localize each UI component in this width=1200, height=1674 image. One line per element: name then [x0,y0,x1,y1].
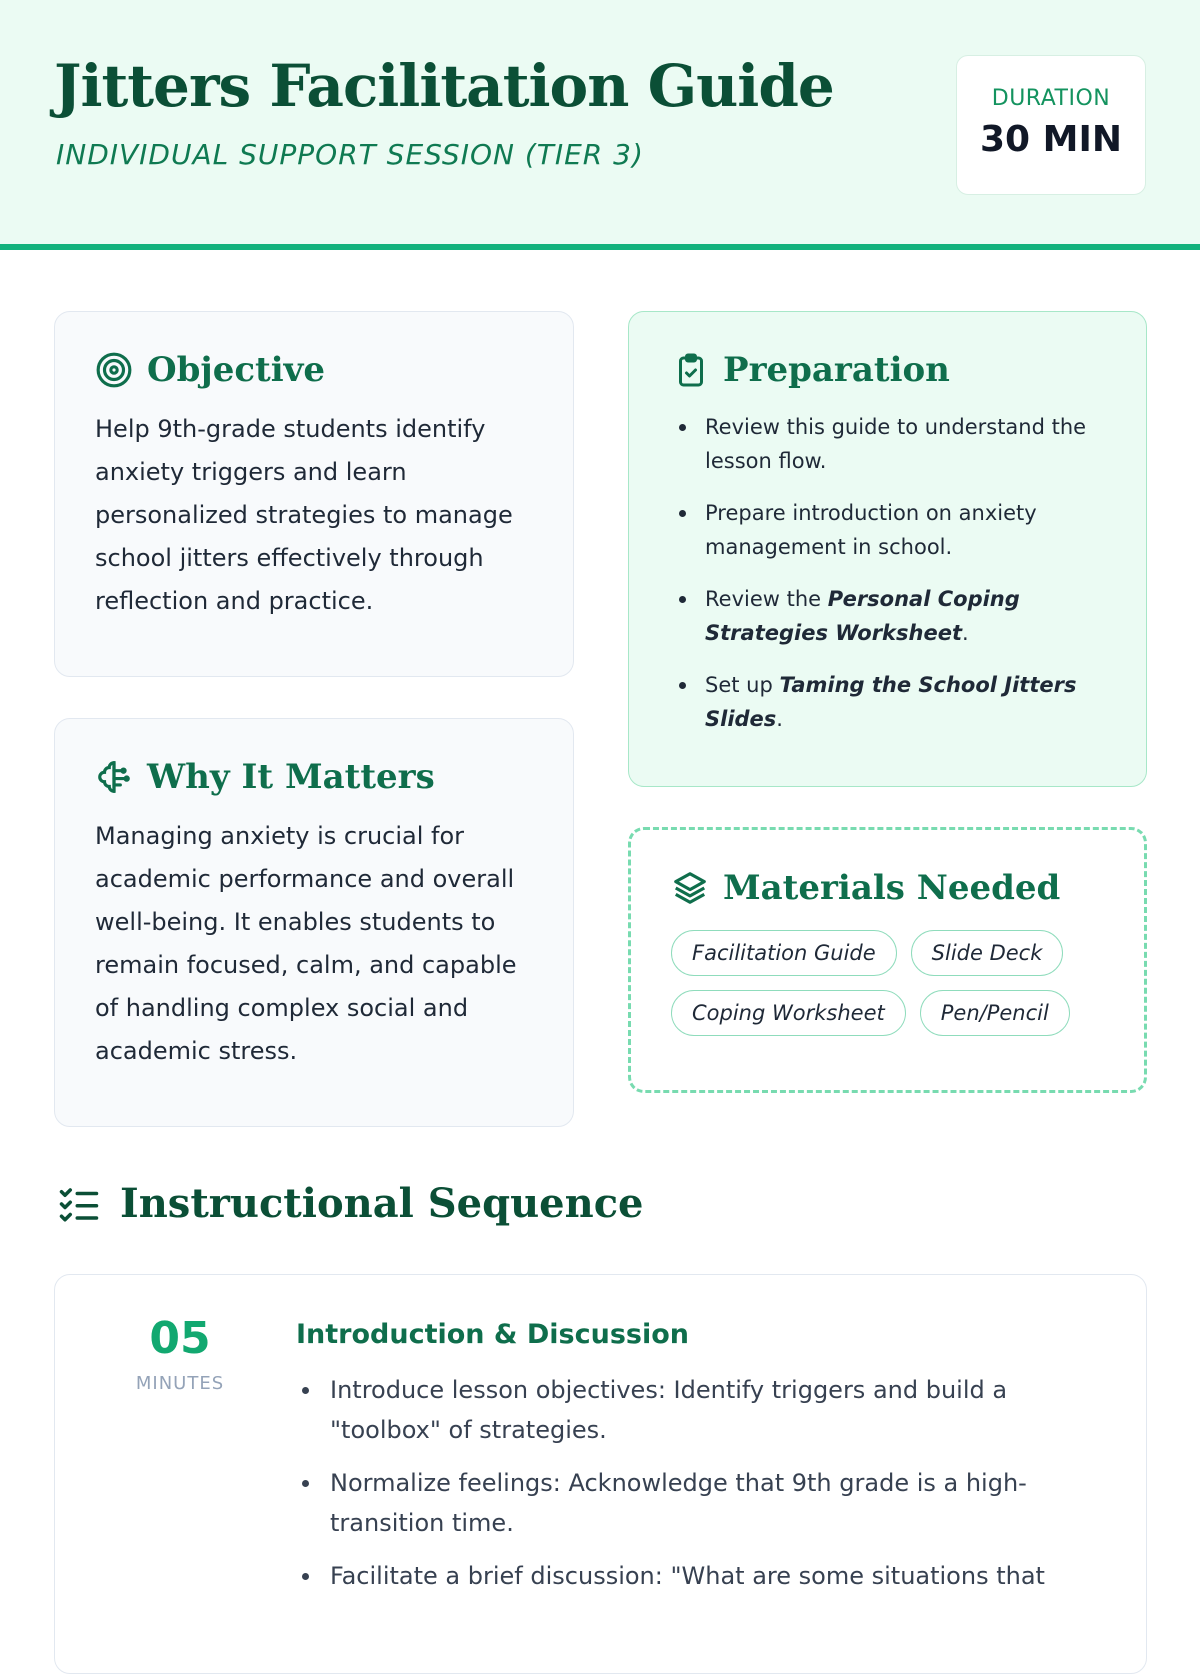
material-chip: Pen/Pencil [920,990,1070,1036]
objective-card [54,311,574,677]
materials-card [628,827,1147,1093]
duration-label: DURATION [991,86,1111,111]
target-icon [95,351,133,389]
why-title: Why It Matters [147,757,435,797]
preparation-title: Preparation [723,350,950,390]
list-item: Facilitate a brief discussion: "What are some situations that [296,1556,1076,1596]
objective-title: Objective [147,350,326,390]
page-header [0,0,1200,250]
material-chip: Slide Deck [911,930,1064,976]
duration-badge [956,55,1146,195]
objective-text: Help 9th-grade students identify anxiety triggers and learn personalized strategies to manage school jitters effectively through reflection and practice. [95,415,513,615]
page-title: Jitters Facilitation Guide [54,52,834,120]
clipboard-check-icon [673,351,709,389]
sequence-title: Instructional Sequence [120,1180,644,1227]
step-card [54,1274,1147,1674]
step-title: Introduction & Discussion [296,1319,690,1350]
list-check-icon [56,1183,102,1225]
list-item: Prepare introduction on anxiety management in school. [673,496,1102,564]
duration-value: 30 MIN [980,119,1122,160]
preparation-heading [673,350,1102,390]
why-text: Managing anxiety is crucial for academic performance and overall well-being. It enables students to remain focused, calm, and capable of handling complex social and academic stress. [95,822,517,1065]
brain-icon [95,758,133,796]
preparation-list [673,410,1102,736]
objective-heading [95,350,533,390]
preparation-card [628,311,1147,787]
page-subtitle: INDIVIDUAL SUPPORT SESSION (TIER 3) [56,138,644,171]
layers-icon [671,869,709,907]
materials-heading [671,868,1104,908]
step-list [296,1370,1076,1609]
list-item: Set up Taming the School Jitters Slides. [673,668,1102,736]
material-chip: Facilitation Guide [671,930,897,976]
why-heading [95,757,533,797]
why-card [54,718,574,1127]
list-item: Review this guide to understand the lesson flow. [673,410,1102,478]
material-chip: Coping Worksheet [671,990,906,1036]
list-item: Normalize feelings: Acknowledge that 9th grade is a high-transition time. [296,1463,1076,1543]
materials-chips [671,930,1091,1036]
step-duration-number: 05 [149,1313,211,1364]
step-duration-unit: MINUTES [135,1373,225,1394]
sequence-heading [56,1180,644,1227]
list-item: Introduce lesson objectives: Identify triggers and build a "toolbox" of strategies. [296,1370,1076,1450]
materials-title: Materials Needed [723,868,1061,908]
list-item: Review the Personal Coping Strategies Worksheet. [673,582,1102,650]
